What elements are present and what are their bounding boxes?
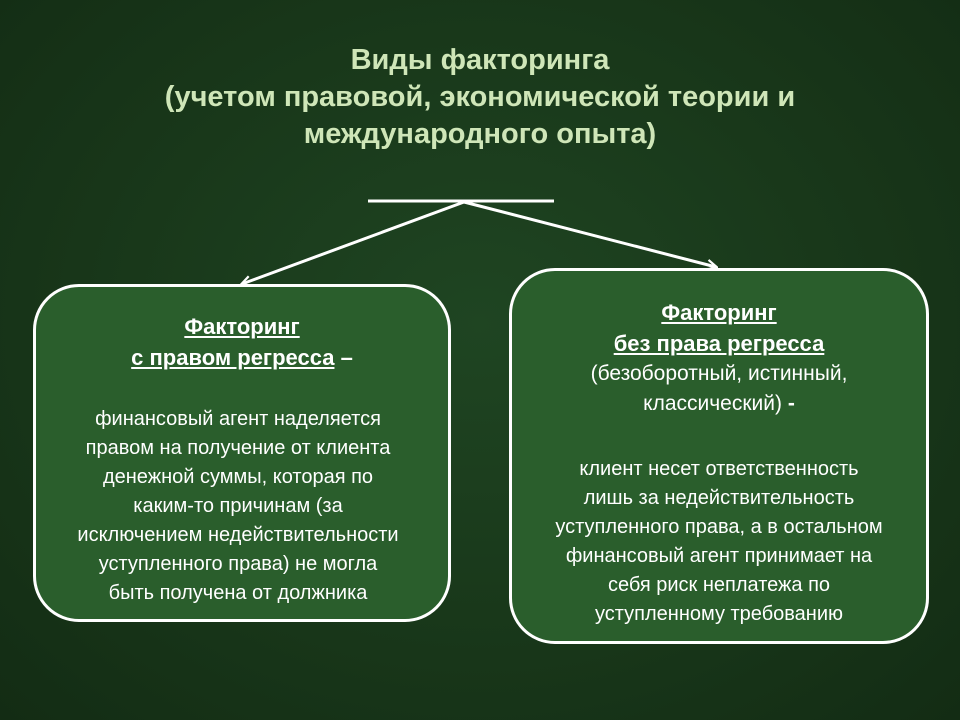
right-body-line: уступленного права, а в остальном <box>555 516 883 538</box>
right-body-line: клиент несет ответственность <box>579 458 859 480</box>
left-body-line: быть получена от должника <box>108 582 368 604</box>
left-body-line: каким-то причинам (за <box>133 495 343 517</box>
right-heading <box>512 297 926 419</box>
right-body-text <box>512 455 926 629</box>
left-body-line: правом на получение от клиента <box>85 437 391 459</box>
left-body-line: денежной суммы, которая по <box>102 466 374 488</box>
right-body-line: финансовый агент принимает на <box>565 545 873 567</box>
left-body-text <box>32 405 444 608</box>
title-line-2: (учетом правовой, экономической теории и <box>164 81 796 113</box>
right-body-line: лишь за недействительность <box>583 487 855 509</box>
left-heading-dash: – <box>334 345 353 370</box>
right-sub-dash: - <box>782 392 795 415</box>
right-heading-line1: Факторинг <box>661 300 777 325</box>
right-heading-line2: без права регресса <box>613 331 825 356</box>
left-heading <box>36 311 448 373</box>
left-body-line: уступленного права) не могла <box>98 553 378 575</box>
right-sub-line2: классический) <box>643 392 783 415</box>
left-heading-line2: с правом регресса <box>131 345 335 370</box>
left-body-line: финансовый агент наделяется <box>95 408 381 430</box>
factoring-with-recourse-box <box>33 284 451 622</box>
right-body-line: уступленному требованию <box>594 603 844 625</box>
arrow-to-left-box <box>242 202 464 284</box>
factoring-without-recourse-box <box>509 268 929 644</box>
slide-title <box>80 42 880 153</box>
left-heading-line1: Факторинг <box>184 314 300 339</box>
title-line-1: Виды факторинга <box>350 44 610 76</box>
arrow-to-right-box <box>464 202 716 267</box>
title-line-3: международного опыта) <box>303 118 657 150</box>
right-sub-line1: (безоборотный, истинный, <box>590 362 848 385</box>
left-body-line: исключением недействительности <box>77 524 399 546</box>
right-body-line: себя риск неплатежа по <box>607 574 831 596</box>
